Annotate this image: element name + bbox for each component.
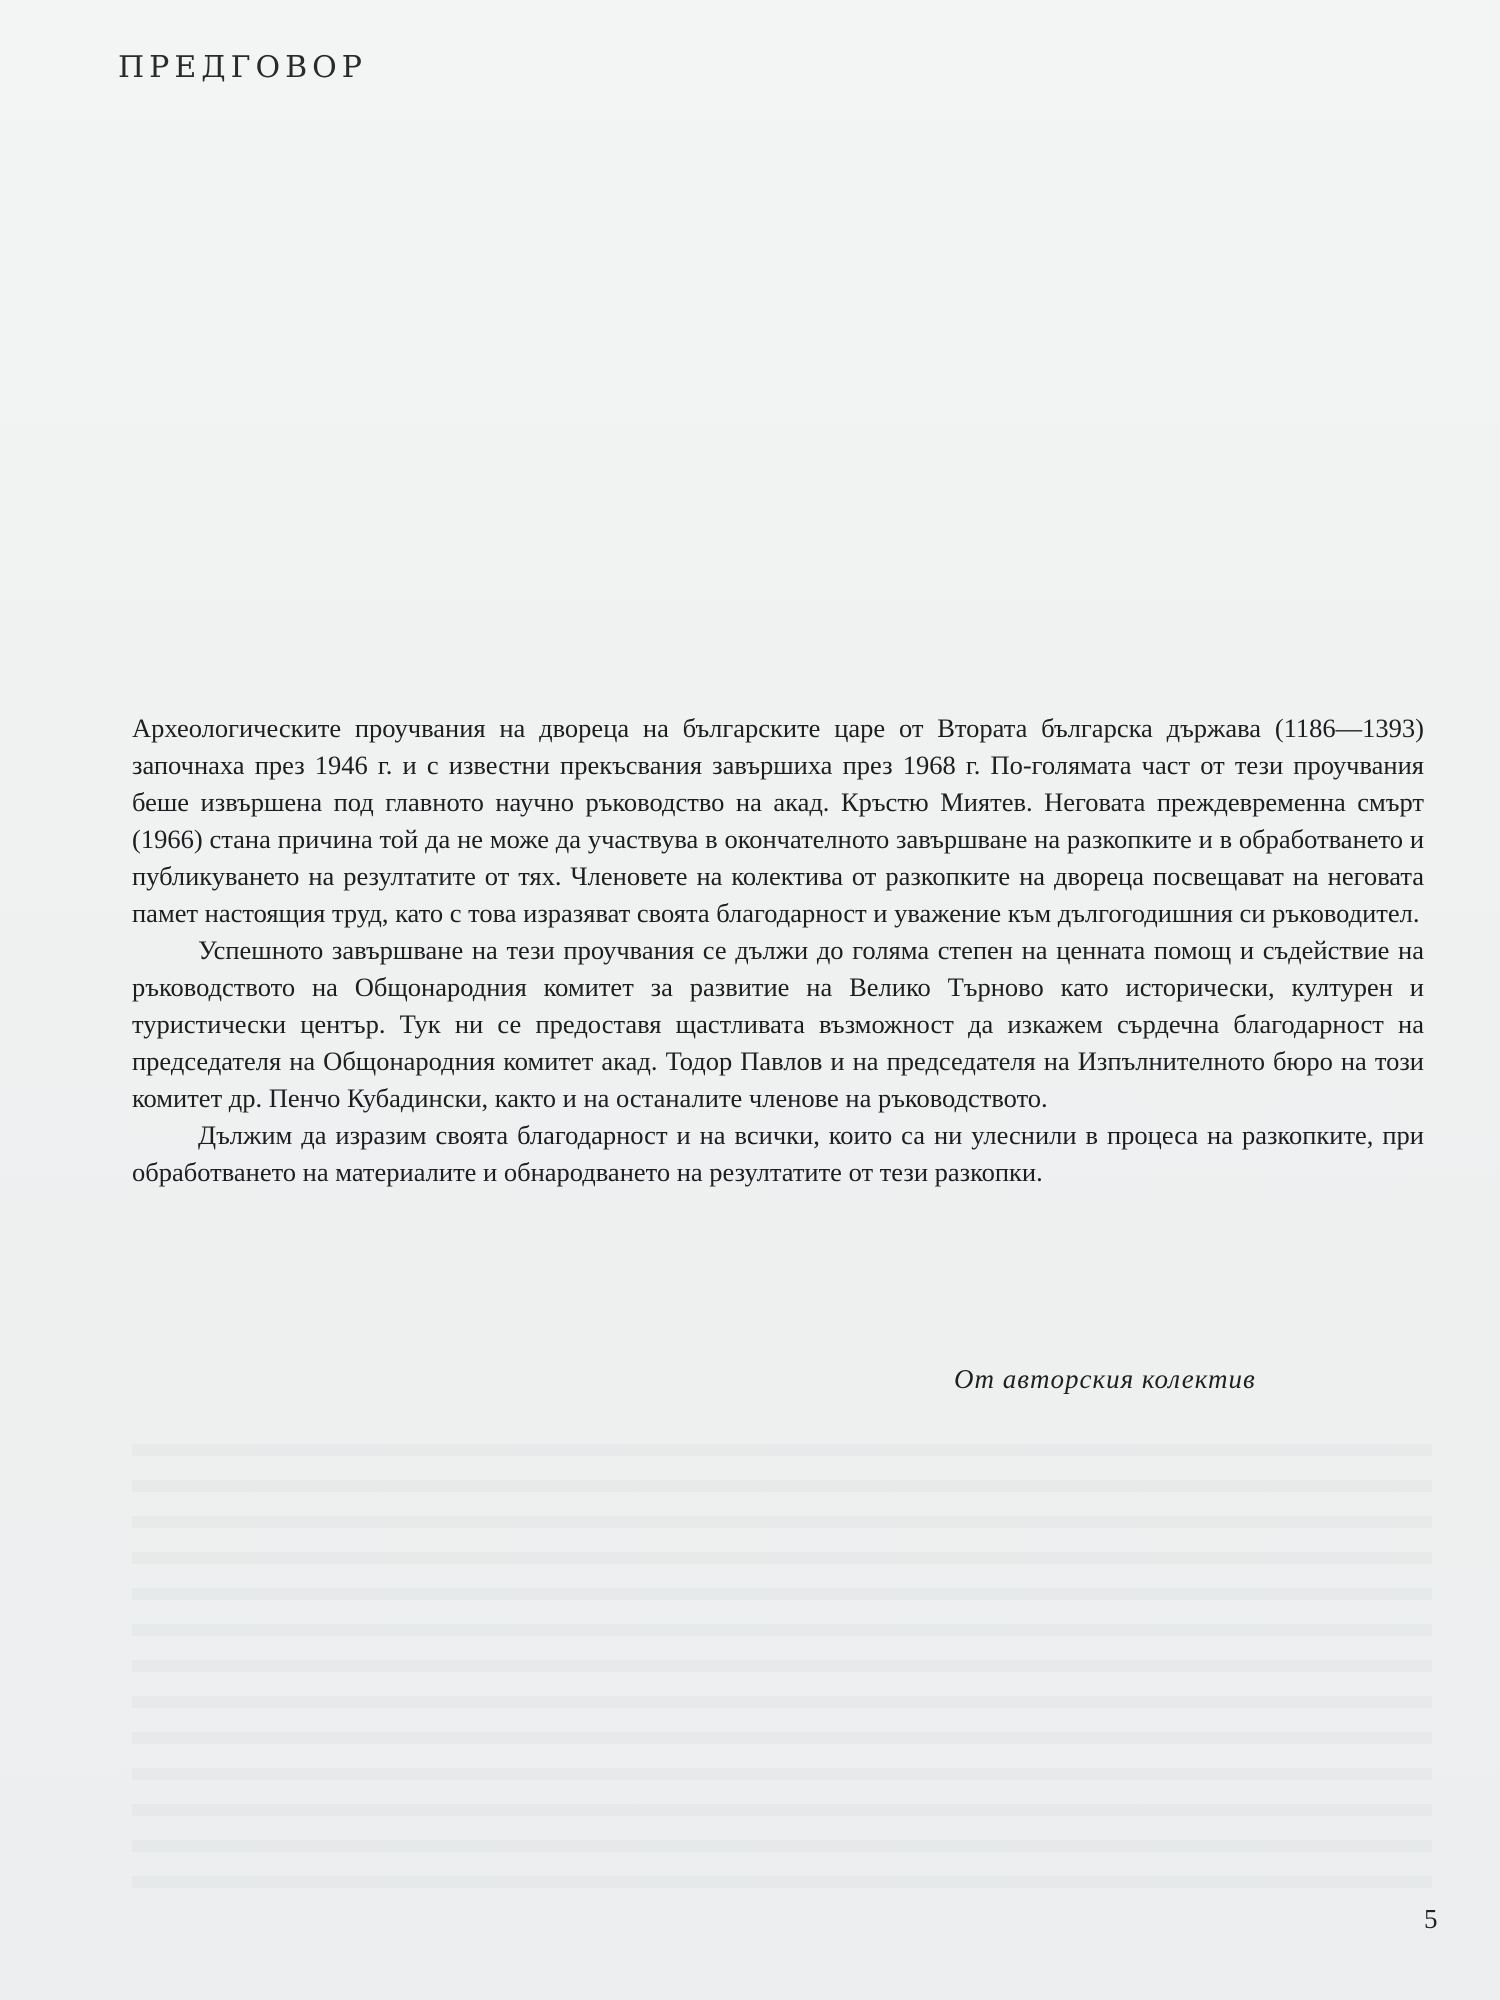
page-number: 5 [1424, 1904, 1438, 1934]
page-title: ПРЕДГОВОР [118, 50, 367, 85]
signature: От авторския колектив [954, 1364, 1256, 1394]
show-through-texture [132, 1420, 1432, 1890]
paragraph-2: Успешното завършване на тези проучвания се дължи до голяма степен на ценната помощ и съдействие на ръководството на Общонародния комитет за развитие на Велико Търново като исторически, културен и туристически център. Тук ни се предоставя щастливата възможност да изкажем сърдечна благодарност на председателя на Общонародния комитет акад. Тодор Павлов и на председателя на Изпълнителното бюро на този комитет др. Пенчо Кубадински, както и на останалите членове на ръководството. [132, 935, 1424, 1113]
paragraph-1: Археологическите проучвания на двореца на българските царе от Втората българска държава (1186—1393) започнаха през 1946 г. и с известни прекъсвания завършиха през 1968 г. По-голямата част от тези проучвания беше извършена под главното научно ръководство на акад. Кръстю Миятев. Неговата преждевременна смърт (1966) стана причина той да не може да участвува в окончателното завършване на разкопките и в обработването и публикуването на резултатите от тях. Членовете на колектива от разкопките на двореца посвещават на неговата памет настоящия труд, като с това изразяват своята благодарност и уважение към дългогодишния си ръководител. [132, 713, 1424, 928]
preface-body [132, 710, 1424, 1191]
paragraph-3: Дължим да изразим своята благодарност и на всички, които са ни улеснили в процеса на разкопките, при обработването на материалите и обнародването на резултатите от тези разкопки. [132, 1120, 1424, 1187]
